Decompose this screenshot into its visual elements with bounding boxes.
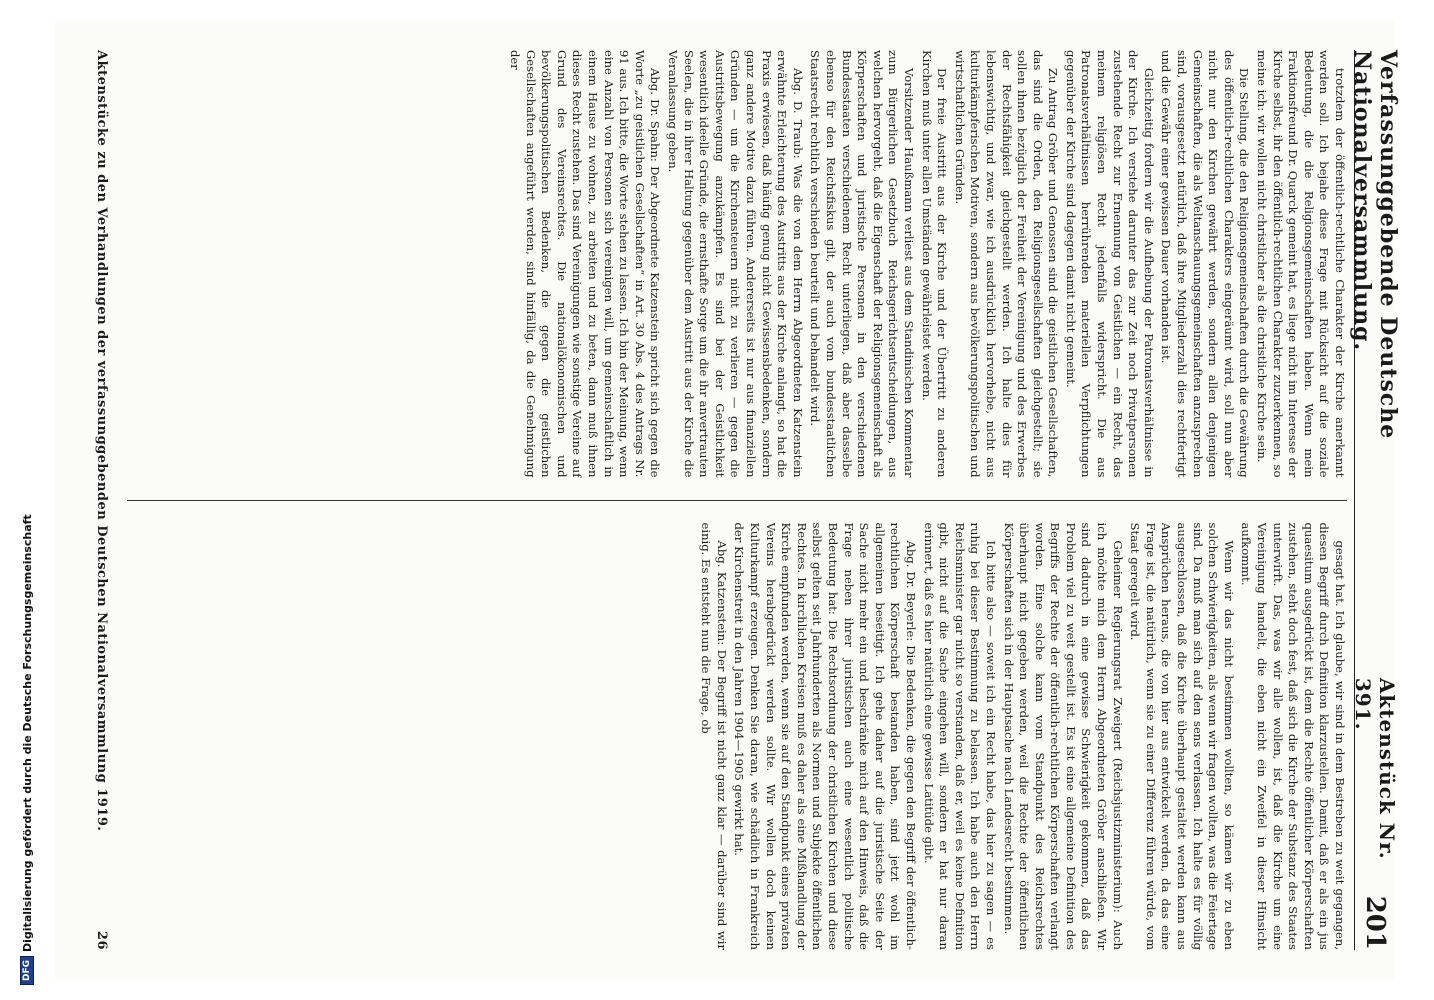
page-title: Verfassunggebende Deutsche Nationalversammlung. — [1349, 50, 1401, 440]
document-number: Aktenstück Nr. 391. — [1351, 677, 1399, 860]
paragraph: Wenn wir das nicht bestimmen wollten, so kämen wir zu eben solchen Schwierigkeiten, als wenn wir fragen wollten, was die Feiertage sind. Da muß man sich auf den sens verlassen. Ich halte es für völlig ausgeschlossen, daß die Kirche überhaupt gestaltet werden kann aus Ansprüchen heraus, die von hier aus entwickelt werden, da das eine Frage ist, die natürlich, wenn sie zu einer Differenz führen würde, vom Staat geregelt wird. — [1128, 522, 1236, 950]
paragraph: Abg. Dr. Spahn: Der Abgeordnete Katzenstein spricht sich gegen die Worte „zu geistlichen Gesellschaften“ in Art. 30 Abs. 4 des Antrags Nr. 91 aus. Ich bitte, die Worte stehen zu lassen. Ich bin der Meinung, wenn eine Anzahl von Personen sich vereinigen will, um gemeinschaftlich in einem Hause zu wohnen, zu arbeiten und zu beten, dann muß ihnen dieses Recht zustehen. Das sind Vereinigungen wie sonstige Vereine auf Grund des Vereinsrechtes. Die nationalökonomischen und bevölkerungspolitischen Bedenken, die gegen die geistlichen Gesellschaften angeführt werden, sind hinfällig, da die Genehmigung der — [508, 50, 663, 478]
paragraph: Abg. D. Traub: Was die von dem Herrn Abgeordneten Katzenstein erwähnte Erleichterung des Austritts aus der Kirche anlangt, so hat die Praxis erwiesen, daß häufig genug nicht Gewissensbedenken, sondern ganz andere Motive dazu führen. Andererseits ist nur aus finanziellen Gründen — um die Kirchensteuern nicht zu verlieren — gegen die Austrittsbewegung anzukämpfen. Es sind bei der Geistlichkeit wesentlich ideelle Gründe, die ernsthafte Sorge um die ihr anvertrauten Seelen, die in ihrer Haltung gegenüber dem Austritt aus der Kirche die Veranlassung geben. — [666, 50, 805, 478]
paragraph: Vorsitzender Haußmann verliest aus dem Standinischen Kommentar zum Bürgerlichen Gesetzbuch Reichsgerichtsentscheidungen, aus welchen hervorgeht, daß die Eigenschaft der Religionsgemeinschaft als Körperschaften und juristische Personen in den verschiedenen Bundesstaaten verschiedenem Recht unterliegen, daß aber dasselbe ebenso für den Reichsfiskus gilt, der auch vom bundesstaatlichen Staatsrecht rechtlich verschieden beurteilt und behandelt wird. — [808, 50, 916, 478]
paragraph: gesagt hat. Ich glaube, wir sind in dem Bestreben zu weit gegangen, diesen Begriff durch Definition klarzustellen. Damit, daß er als ein jus quaesitum ausgedrückt ist, dem die Rechte öffentlicher Körperschaften zustehen, steht doch fest, daß sich die Kirche der Substanz des Staates unterwirft. Das, was wir alle wollen, ist, daß die Kirche um eine Vereinigung handelt, die eben nicht ein Zweifel in dieser Hinsicht aufkommt. — [1239, 522, 1347, 950]
paragraph: Ich bitte also — soweit ich ein Recht habe, das hier zu sagen — es ruhig bei dieser Bestimmung zu belassen. Ich habe auch den Herrn Reichsminister gar nicht so verstanden, daß er, weil es keine Definition gibt, nicht auf die Sache eingehen will, sondern er hat nur daran erinnert, daß es hier natürlich eine gewisse Latitüde gibt. — [921, 522, 998, 950]
paragraph: Gleichzeitig fordern wir die Aufhebung der Patronatsverhältnisse in der Kirche. Ich verstehe darunter das zur Zeit noch Privatpersonen zustehende Recht zur Ernennung von Geistlichen — ein Recht, das meinem religiösen Recht jedenfalls widerspricht. Die aus Patronatsverhältnissen herrührenden materiellen Verpflichtungen gegenüber der Kirche sind dagegen damit nicht gemeint. — [1063, 50, 1156, 478]
paragraph: Geheimer Regierungsrat Zweigert (Reichsjustizministerium): Auch ich möchte mich dem Herrn Abgeordneten Gröber anschließen. Wir sind dadurch in eine gewisse Schwierigkeit gekommen, daß das Problem viel zu weit gestellt ist. Es ist eine allgemeine Definition des Begriffs der Rechte der öffentlich-rechtlichen Körperschaften verlangt worden. Eine solche kann vom Standpunkt des Reichsrechtes überhaupt nicht gegeben werden, weil die Rechte der öffentlichen Körperschaften sich in der Hauptsache nach Landesrecht bestimmen. — [1001, 522, 1125, 950]
page-header — [1349, 50, 1401, 950]
footer-source: Aktenstücke zu den Verhandlungen der verfassunggebenden Deutschen Nationalversammlung 1919. — [94, 50, 110, 832]
document-page — [55, 20, 1401, 980]
dfg-logo-icon: DFG — [20, 956, 34, 985]
credit-text: Digitalisierung gefördert durch die Deutsche Forschungsgemeinschaft — [20, 514, 34, 952]
paragraph: Die Stellung, die den Religionsgemeinschaften durch die Gewährung des öffentlich-rechtlichen Charakters eingeräumt wird, soll nun aber nicht nur den Kirchen gewährt werden, sondern allen denjenigen Gemeinschaften, die als Weltanschauungsgemeinschaften anzusprechen sind, vorausgesetzt natürlich, daß ihre Mitgliederzahl dies rechtfertigt und die Gewähr einer gewissen Dauer vorhanden ist. — [1159, 50, 1252, 478]
paragraph: trotzdem der öffentlich-rechtliche Charakter der Kirche anerkannt werden soll. Ich bejahe diese Frage mit Rücksicht auf die soziale Bedeutung, die die Religionsgemeinschaften haben. Wenn mein Fraktionsfreund Dr. Quarck gemeint hat, es liege nicht im Interesse der Kirche selbst, ihr den öffentlich-rechtlichen Charakter zuzuerkennen, so meine ich: wir wollen nicht christlicher als die christliche Kirche sein. — [1255, 50, 1347, 478]
column-divider — [127, 500, 1347, 501]
paragraph: Abg. Dr. Beyerle: Die Bedenken, die gegen den Begriff der öffentlich-rechtlichen Körperschaft bestanden haben, sind jetzt wohl im allgemeinen beseitigt. Ich gehe daher auf die juristische Seite der Sache nicht mehr ein und beschränke mich auf den Hinweis, daß die Frage neben ihrer juristischen auch eine wesentlich politische Bedeutung hat: Die Rechtsordnung der christlichen Kirchen und diese selbst gelten seit Jahrhunderten als Normen und Subjekte öffentlichen Rechtes. In kirchlichen Kreisen muß es daher als eine Mißhandlung der Kirche empfunden werden, wenn sie auf den Standpunkt eines privaten Vereins herabgedrückt werden sollte. Wir wollen doch keinen Kulturkampf erzeugen. Denken Sie daran, wie schädlich in Frankreich der Kirchenstreit in den Jahren 1904—1905 gewirkt hat. — [732, 522, 918, 950]
paragraph: Abg. Katzenstein: Der Begriff ist nicht ganz klar — darüber sind wir einig. Es entsteht nun die Frage, ob — [699, 522, 729, 950]
text-columns — [127, 50, 1347, 950]
digitization-credit — [20, 514, 34, 985]
text-column-right — [127, 523, 1347, 951]
page-footer — [87, 50, 117, 950]
text-column-left — [127, 50, 1347, 478]
footer-page-marker: 26 — [94, 930, 110, 950]
page-number: 201 — [1360, 895, 1390, 950]
paragraph: Zu Antrag Gröber und Genossen sind die geistlichen Gesellschaften, das sind die Orden, den Religionsgesellschaften gleichgestellt; sie sollen ihnen bezüglich der Freiheit der Vereinigung und des Erwerbes der Rechtsfähigkeit gleichgestellt werden. Ich halte dies für lebenswichtig, und zwar, wie ich ausdrücklich hervorhebe, nicht aus kulturkämpferischen Motiven, sondern aus bevölkerungspolitischen und wirtschaftlichen Gründen. — [952, 50, 1061, 478]
paragraph: Der freie Austritt aus der Kirche und der Übertritt zu anderen Kirchen muß unter allen Umständen gewährleistet werden. — [919, 50, 950, 478]
